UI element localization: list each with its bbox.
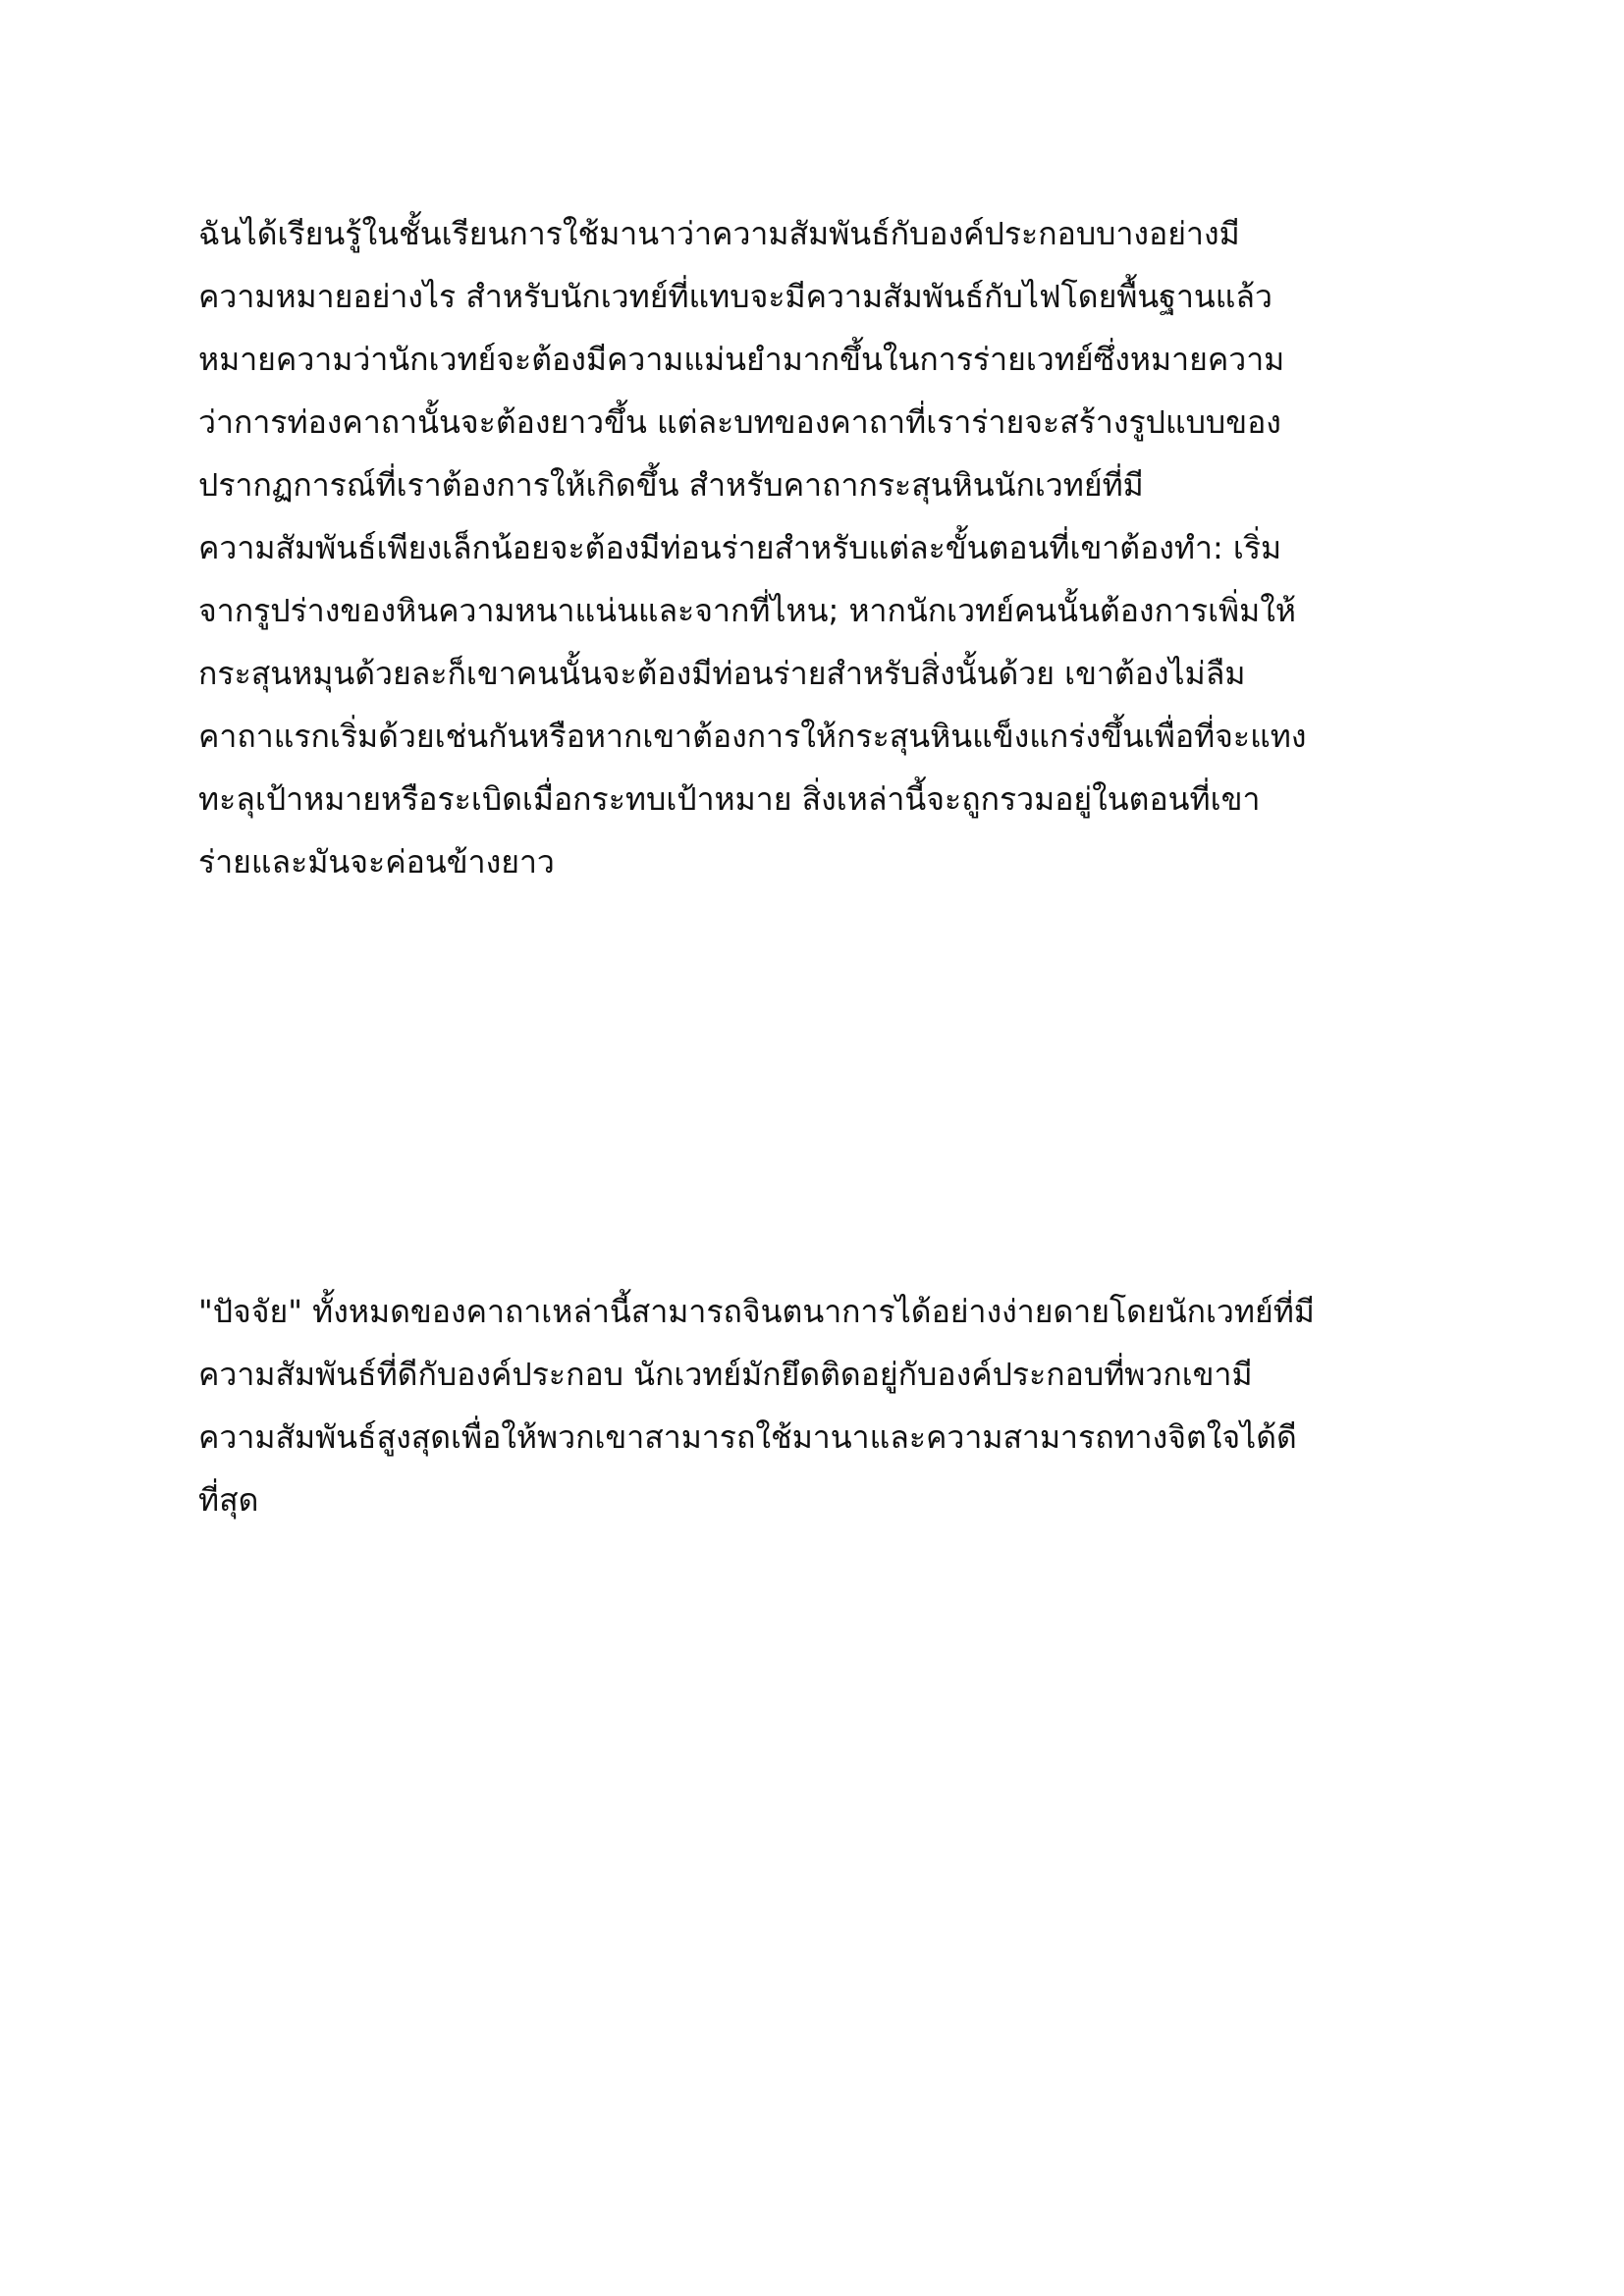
text-line: คาถาแรกเริ่มด้วยเช่นกันหรือหากเขาต้องการให้กระสุนหินแข็งแกร่งขึ้นเพื่อที่จะแทง [198, 718, 1307, 755]
paragraph-2 [198, 1280, 1475, 1531]
text-line: ฉันได้เรียนรู้ในชั้นเรียนการใช้มานาว่าความสัมพันธ์กับองค์ประกอบบางอย่างมี [198, 215, 1240, 252]
text-line: ปรากฏการณ์ที่เราต้องการให้เกิดขึ้น สำหรับคาถากระสุนหินนักเวทย์ที่มี [198, 466, 1144, 504]
text-line: ความหมายอย่างไร สำหรับนักเวทย์ที่แทบจะมีความสัมพันธ์กับไฟโดยพื้นฐานแล้ว [198, 278, 1272, 315]
text-line: หมายความว่านักเวทย์จะต้องมีความแม่นยำมากขึ้นในการร่ายเวทย์ซึ่งหมายความ [198, 341, 1285, 378]
text-line: ร่ายและมันจะค่อนข้างยาว [198, 843, 555, 881]
text-line: ความสัมพันธ์เพียงเล็กน้อยจะต้องมีท่อนร่ายสำหรับแต่ละขั้นตอนที่เขาต้องทำ: เริ่ม [198, 529, 1282, 566]
text-line: ทะลุเป้าหมายหรือระเบิดเมื่อกระทบเป้าหมาย สิ่งเหล่านี้จะถูกรวมอยู่ในตอนที่เขา [198, 780, 1261, 818]
text-line: กระสุนหมุนด้วยละก็เขาคนนั้นจะต้องมีท่อนร่ายสำหรับสิ่งนั้นด้วย เขาต้องไม่ลืม [198, 655, 1246, 692]
text-line: ความสัมพันธ์ที่ดีกับองค์ประกอบ นักเวทย์มักยึดติดอยู่กับองค์ประกอบที่พวกเขามี [198, 1356, 1253, 1393]
text-line: จากรูปร่างของหินความหนาแน่นและจากที่ไหน; หากนักเวทย์คนนั้นต้องการเพิ่มให้ [198, 592, 1296, 629]
text-line: "ปัจจัย" ทั้งหมดของคาถาเหล่านี้สามารถจินตนาการได้อย่างง่ายดายโดยนักเวทย์ที่มี [198, 1293, 1315, 1330]
text-line: ที่สุด [198, 1481, 259, 1519]
text-line: ความสัมพันธ์สูงสุดเพื่อให้พวกเขาสามารถใช้มานาและความสามารถทางจิตใจได้ดี [198, 1418, 1297, 1456]
text-line: ว่าการท่องคาถานั้นจะต้องยาวขึ้น แต่ละบทของคาถาที่เราร่ายจะสร้างรูปแบบของ [198, 403, 1281, 441]
paragraph-1 [198, 202, 1475, 893]
